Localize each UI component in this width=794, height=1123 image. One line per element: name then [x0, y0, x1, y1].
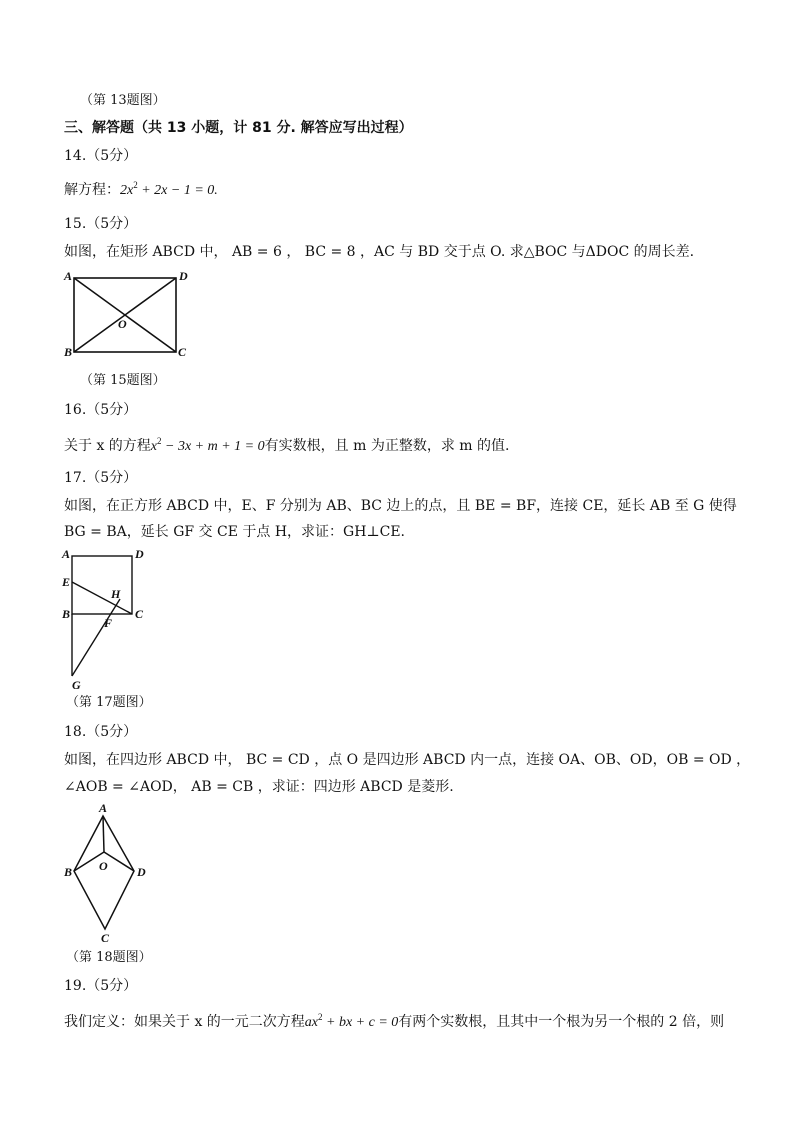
q14-header: 14.（5分）: [64, 148, 138, 164]
figure-13-caption: （第 13题图）: [80, 93, 166, 108]
q14-body: [64, 181, 218, 200]
q16-body: [64, 437, 509, 456]
section-heading: 三、解答题（共 13 小题，计 81 分. 解答应写出过程）: [64, 120, 413, 136]
q17-text-line2: BG = BA，延长 GF 交 CE 于点 H，求证：GH⊥CE.: [64, 524, 405, 540]
q15-label-o: O: [118, 317, 127, 331]
q14-eq-exponent: 2: [133, 180, 138, 190]
q19-eq-rest: + bx + c = 0: [322, 1015, 399, 1030]
q17-label-f: F: [104, 616, 113, 630]
q19-eq-term1: ax: [304, 1015, 319, 1030]
q19-pre: 我们定义：如果关于 x 的一元二次方程: [64, 1014, 305, 1030]
q15-label-a: A: [64, 269, 73, 283]
figure-15-caption: （第 15题图）: [80, 373, 166, 388]
q15-label-c: C: [178, 345, 187, 359]
q17-segment-gh: [72, 599, 120, 676]
q19-eq-exponent: 2: [318, 1012, 323, 1022]
q18-rhombus-figure: [58, 801, 158, 945]
q16-eq-exponent: 2: [157, 436, 162, 446]
q16-post: 有实数根，且 m 为正整数，求 m 的值.: [264, 438, 510, 454]
q18-segment-oa: [103, 816, 104, 852]
q15-rectangle-figure: [60, 268, 200, 358]
q17-label-e: E: [62, 575, 71, 589]
q15-text: 如图，在矩形 ABCD 中， AB = 6 ， BC = 8 ，AC 与 BD 交于点 O. 求△BOC 与ΔDOC 的周长差.: [64, 244, 695, 260]
q17-label-c: C: [135, 607, 144, 621]
q17-square-figure: [58, 546, 158, 696]
q17-text-line1: 如图，在正方形 ABCD 中，E、F 分别为 AB、BC 边上的点，且 BE = BF，连接 CE，延长 AB 至 G 使得: [64, 498, 737, 514]
q17-label-h: H: [111, 587, 121, 601]
q17-segment-ce: [72, 582, 132, 614]
q18-label-d: D: [137, 865, 146, 879]
q19-header: 19.（5分）: [64, 978, 138, 994]
q18-label-o: O: [99, 859, 108, 873]
q16-header: 16.（5分）: [64, 402, 138, 418]
q18-label-b: B: [64, 865, 73, 879]
q15-label-b: B: [64, 345, 73, 359]
q17-label-g: G: [72, 678, 81, 692]
figure-17-caption: （第 17题图）: [66, 695, 152, 710]
q15-header: 15.（5分）: [64, 216, 138, 232]
figure-18-caption: （第 18题图）: [66, 950, 152, 965]
q14-prefix: 解方程：: [64, 182, 120, 198]
q18-text-line1: 如图，在四边形 ABCD 中， BC = CD ，点 O 是四边形 ABCD 内一点，连接 OA、OB、OD，OB = OD ，: [64, 752, 751, 768]
q17-label-d: D: [135, 547, 144, 561]
q14-eq-rest: + 2x − 1 = 0.: [137, 183, 218, 198]
q18-label-c: C: [101, 931, 110, 945]
q19-post: 有两个实数根，且其中一个根为另一个根的 2 倍，则: [398, 1014, 725, 1030]
q16-eq-x: x: [150, 439, 158, 454]
q14-eq-term1: 2x: [120, 183, 134, 198]
q17-label-b: B: [62, 607, 71, 621]
q16-eq-rest: − 3x + m + 1 = 0: [161, 439, 265, 454]
q18-label-a: A: [99, 801, 108, 815]
q15-label-d: D: [179, 269, 188, 283]
q17-header: 17.（5分）: [64, 470, 138, 486]
q18-text-line2: ∠AOB = ∠AOD， AB = CB ，求证：四边形 ABCD 是菱形.: [64, 779, 454, 795]
q19-body: [64, 1013, 724, 1032]
q16-pre: 关于 x 的方程: [64, 438, 151, 454]
q17-label-a: A: [62, 547, 71, 561]
q18-header: 18.（5分）: [64, 724, 138, 740]
q17-square-abcd: [72, 556, 132, 614]
